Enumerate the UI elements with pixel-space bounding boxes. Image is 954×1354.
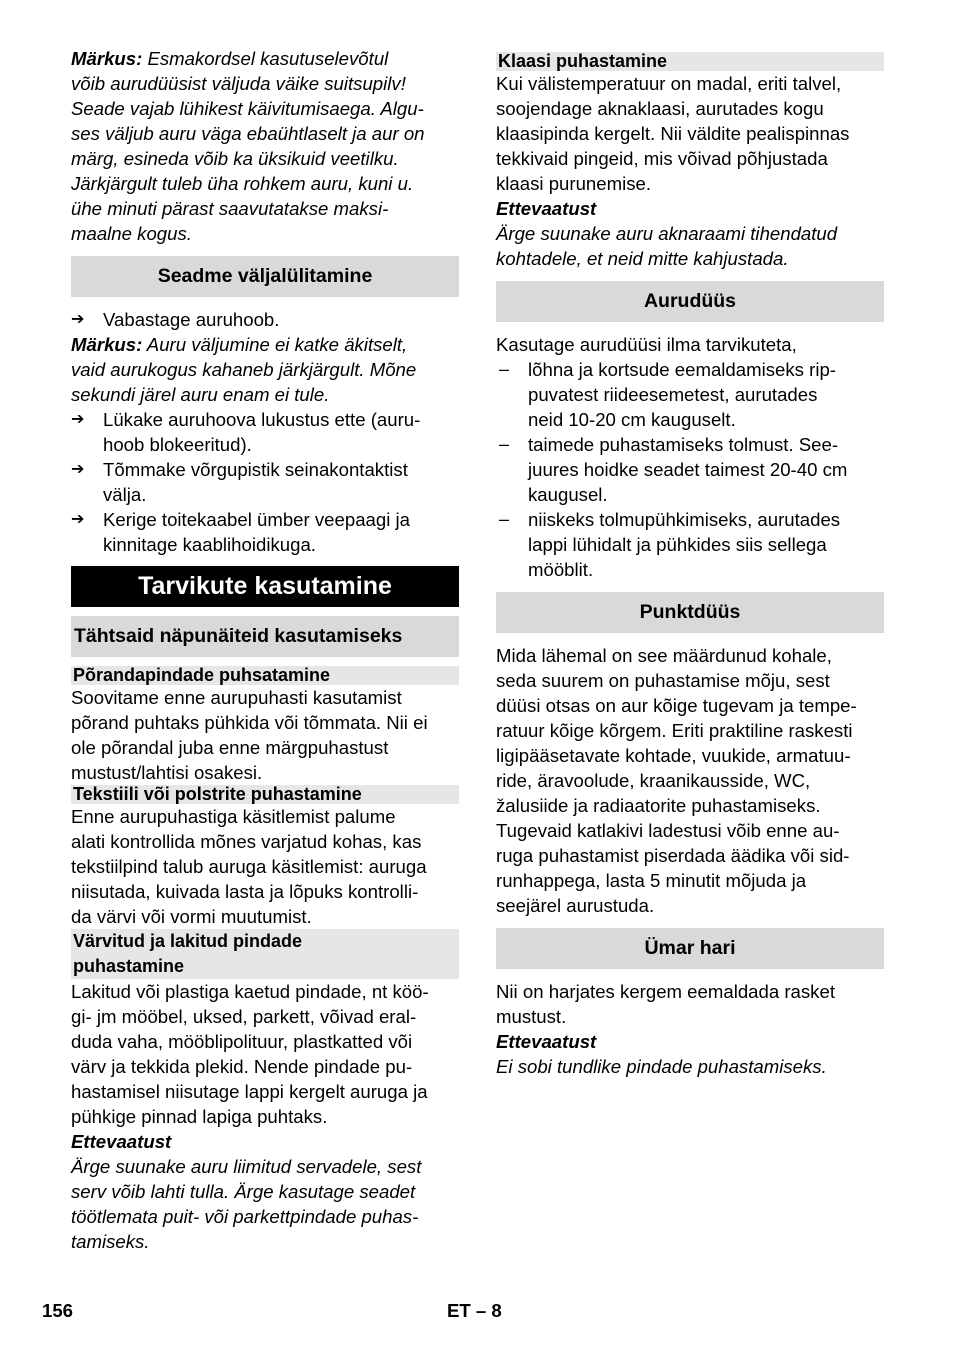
point-paragraph: Mida lähemal on see määrdunud kohale, seda suurem on puhastamise mõju, sest düüsi otsas on aur kõige tugevam ja tempe- ratuur kõige kõrgem. Eriti praktiline raskesti ligipääsetavate kohtade, vuukide, armatuu- ride, äravoolude, kraanikausside, WC, žalusiide ja radiaatorite puhastamiseks. Tugevaid katlakivi ladestusi võib enne au- ruga puhastamist piserdada äädika või sid- runhappega, lasta 5 minutit mõjuda ja seejärel aurustuda. — [496, 645, 857, 916]
arrow-right-icon: ➔ — [71, 511, 85, 528]
chapter-title: Tarvikute kasutamine — [71, 566, 459, 607]
list-item: – taimede puhastamiseks tolmust. See- juures hoidke seadet taimest 20-40 cm kaugusel. — [496, 432, 884, 507]
caution-label: Ettevaatust — [496, 1031, 597, 1052]
painted-paragraph: Lakitud või plastiga kaetud pindade, nt köö- gi- jm mööbel, uksed, parkett, võivad eral- duda vaha, mööblipolituur, plastkatted või värv ja tekkida plekid. Nende pindade pu- hastamisel niisutage lappi kergelt auruga ja pühkige pinnad lapiga puhtaks. — [71, 981, 429, 1127]
arrow-right-icon: ➔ — [71, 311, 85, 328]
brush-paragraph: Nii on harjates kergem eemaldada rasket mustust. — [496, 981, 835, 1027]
caution-label: Ettevaatust — [71, 1131, 172, 1152]
section-heading-tips: Tähtsaid näpunäiteid kasutamiseks — [71, 616, 459, 657]
step-item: ➔ Lükake auruhoova lukustus ette (auru- hoob blokeeritud). — [71, 409, 421, 455]
note-label: Märkus: — [71, 48, 143, 69]
section-page-label: ET – 8 — [447, 1300, 502, 1321]
arrow-right-icon: ➔ — [71, 461, 85, 478]
note-paragraph: Märkus: Auru väljumine ei katke äkitselt, vaid aurukogus kahaneb järkjärgult. Mõne sekundi järel auru enam ei tule. — [71, 334, 417, 405]
arrow-right-icon: ➔ — [71, 411, 85, 428]
caution-paragraph: Ei sobi tundlike pindade puhastamiseks. — [496, 1056, 827, 1077]
nozzle-intro: Kasutage aurudüüsi ilma tarvikuteta, — [496, 334, 797, 355]
step-item: ➔ Tõmmake võrgupistik seinakontaktist välja. — [71, 459, 408, 505]
subheading-floor: Põrandapindade puhsatamine — [71, 666, 459, 685]
caution-paragraph: Ärge suunake auru liimitud servadele, sest serv võib lahti tulla. Ärge kasutage seadet töötlemata puit- või parkettpindade puhas- tamiseks. — [71, 1156, 422, 1252]
section-heading-point-nozzle: Punktdüüs — [496, 592, 884, 633]
left-column — [71, 46, 459, 1254]
section-heading-switch-off: Seadme väljalülitamine — [71, 256, 459, 297]
glass-paragraph: Kui välistemperatuur on madal, eriti talvel, soojendage aknaklaasi, aurutades kogu klaasipinda kergelt. Nii väldite pealispinnas tekkivaid pingeid, mis võivad põhjustada klaasi purunemise. — [496, 73, 850, 194]
step-item: ➔ Vabastage auruhoob. — [71, 309, 280, 330]
page-number: 156 — [42, 1300, 74, 1321]
textile-paragraph: Enne aurupuhastiga käsitlemist palume alati kontrollida mõnes varjatud kohas, kas tekstiilpind talub auruga käsitlemist: auruga niisutada, kuivada lasta ja lõpuks kontrolli- da värvi või vormi muutumist. — [71, 806, 427, 927]
section-heading-round-brush: Ümar hari — [496, 928, 884, 969]
subheading-painted: Värvitud ja lakitud pindade puhastamine — [71, 929, 459, 979]
step-item: ➔ Kerige toitekaabel ümber veepaagi ja kinnitage kaablihoidikuga. — [71, 509, 410, 555]
dash-icon: – — [499, 509, 510, 529]
right-column — [496, 46, 884, 1079]
floor-paragraph: Soovitame enne aurupuhasti kasutamist põrand puhtaks pühkida või tõmmata. Nii ei ole põrandal juba enne märgpuhastust mustust/lahtisi osakesi. — [71, 687, 428, 783]
caution-paragraph: Ärge suunake auru aknaraami tihendatud kohtadele, et neid mitte kahjustada. — [496, 223, 838, 269]
dash-icon: – — [499, 359, 510, 379]
note-paragraph: Märkus: Esmakordsel kasutuselevõtul võib aurudüüsist väljuda väike suitsupilv! Seade vajab lühikest käivitumisaega. Algu- ses väljub auru väga ebaühtlaselt ja aur on märg, esineda võib ka üksikuid veetilku. Järkjärgult tuleb üha rohkem auru, kuni u. ühe minuti pärast saavutatakse maksi- maalne kogus. — [71, 48, 425, 244]
list-item: – niiskeks tolmupühkimiseks, aurutades lappi lühidalt ja pühkides siis sellega mööblit. — [496, 507, 884, 582]
subheading-glass: Klaasi puhastamine — [496, 52, 884, 71]
dash-icon: – — [499, 434, 510, 454]
section-heading-steam-nozzle: Aurudüüs — [496, 281, 884, 322]
caution-label: Ettevaatust — [496, 198, 597, 219]
subheading-textile: Tekstiili või polstrite puhastamine — [71, 785, 459, 804]
list-item: – lõhna ja kortsude eemaldamiseks rip- puvatest riideesemetest, aurutades neid 10-20 cm kauguselt. — [496, 357, 884, 432]
